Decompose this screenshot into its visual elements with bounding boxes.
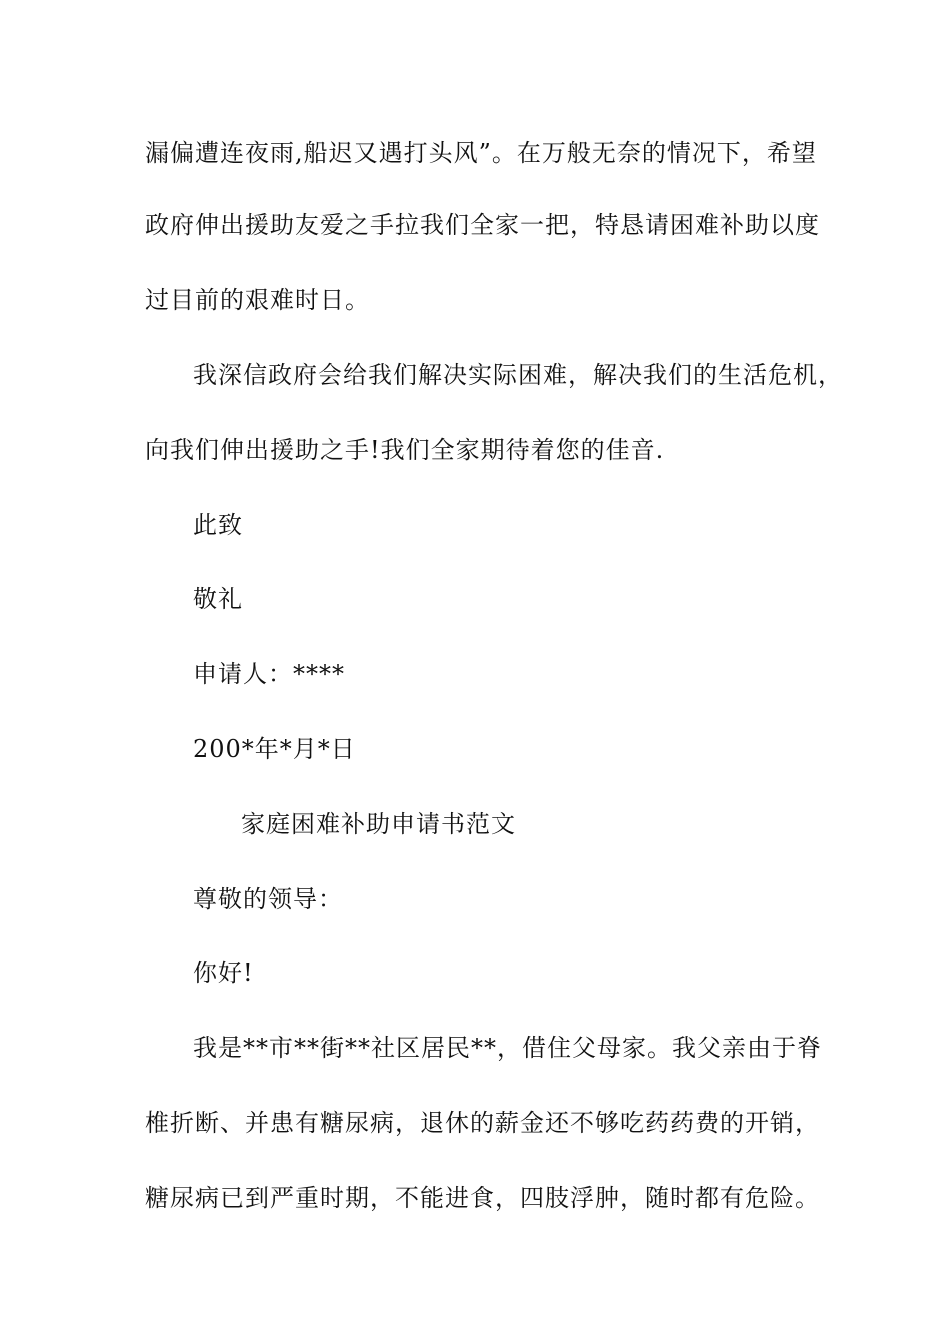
body-text-line: 过目前的艰难时日。 <box>145 286 370 314</box>
body-text-line: 漏偏遭连夜雨,船迟又遇打头风”。在万般无奈的情况下，希望 <box>145 139 817 167</box>
body-text-line: 椎折断、并患有糖尿病，退休的薪金还不够吃药药费的开销， <box>145 1109 820 1137</box>
body-text-line: 政府伸出援助友爱之手拉我们全家一把，特恳请困难补助以度 <box>145 211 820 239</box>
closing-regards: 敬礼 <box>193 585 243 613</box>
greeting-line: 尊敬的领导： <box>193 885 343 913</box>
greeting-hello: 你好! <box>193 959 254 987</box>
section-title: 家庭困难补助申请书范文 <box>241 810 516 838</box>
body-text-line: 向我们伸出援助之手!我们全家期待着您的佳音. <box>145 436 665 464</box>
body-text-line: 糖尿病已到严重时期，不能进食，四肢浮肿，随时都有危险。 <box>145 1184 820 1212</box>
closing-salutation: 此致 <box>193 511 243 539</box>
paragraph-start-line: 我是**市**街**社区居民**，借住父母家。我父亲由于脊 <box>193 1034 822 1062</box>
paragraph-start-line: 我深信政府会给我们解决实际困难，解决我们的生活危机， <box>193 361 843 389</box>
applicant-line: 申请人：**** <box>193 660 345 688</box>
date-line: 200*年*月*日 <box>193 735 356 763</box>
